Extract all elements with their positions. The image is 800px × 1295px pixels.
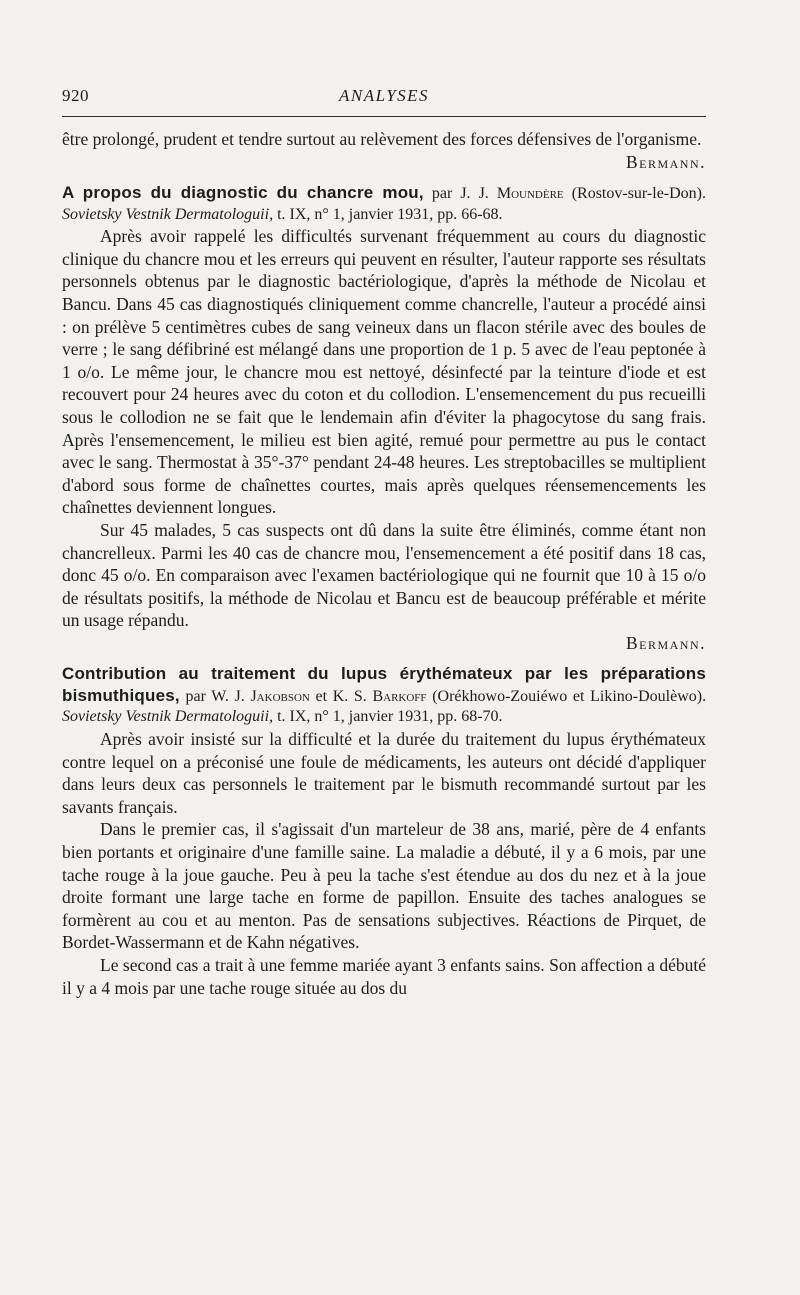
page-header [62,86,706,114]
article2-paragraph-2: Dans le premier cas, il s'agissait d'un marteleur de 38 ans, marié, père de 4 enfants bien portants et originaire d'une famille saine. La maladie a débuté, il y a 6 mois, par une tache rouge à la joue gauche. Peu à peu la tache s'est étendue au dos du nez et à la joue droite formant une large tache en forme de papillon. Ensuite des taches analogues se formèrent au cou et au menton. Pas de sensations subjectives. Réactions de Pirquet, de Bordet-Wassermann et de Kahn négatives. [62,819,706,953]
article2-and: et K. S. [315,687,367,705]
article1-paragraph-2: Sur 45 malades, 5 cas suspects ont dû dans la suite être éliminés, comme étant non chancrelleux. Parmi les 40 cas de chancre mou, l'ensemencement a été positif dans 18 cas, donc 45 o/o. En comparaison avec l'examen bactériologique qui ne fournit que 10 à 15 o/o de résultats positifs, la méthode de Nicolau et Bancu est de beaucoup préférable et mérite un usage répandu. [62,519,706,631]
article2-author-1: Jakobson [250,687,310,705]
article1-signature: Bermann. [625,632,706,653]
intro-signature: Bermann. [625,151,706,172]
article2-title: Contribution au traitement du lupus érythémateux par les préparations bismuthiques, [62,664,706,705]
article1-journal: Sovietsky Vestnik Dermatologuii, [62,205,274,223]
article2-paragraph-3: Le second cas a trait à une femme mariée ayant 3 enfants sains. Son affection a débuté il y a 4 mois par une tache rouge située au dos du [62,954,706,998]
page-content [62,128,706,999]
article2-author-2: Barkoff [372,687,427,705]
article1-paragraph-1: Après avoir rappelé les difficultés survenant fréquemment au cours du diagnostic clinique du chancre mou et les erreurs qui peuvent en résulter, l'auteur rapporte ses résultats personnels obtenus par le diagnostic bactériologique, d'après la méthode de Nicolau et Bancu. Dans 45 cas diagnostiqués cliniquement comme chancrelle, l'auteur a procédé ainsi : on prélève 5 centimètres cubes de sang veineux dans un flacon stérile avec des boules de verre ; le sang défibriné est mélangé dans une proportion de 1 p. 5 avec de l'eau peptonée à 1 o/o. Le même jour, le chancre mou est nettoyé, désinfecté par la teinture d'iode et est recouvert pour 24 heures avec du coton et du collodion. L'ensemencement du pus recueilli sous le collodion ne se fait que le lendemain afin d'éviter la phagocytose du sang frais. Après l'ensemencement, le milieu est bien agité, remué pour permettre au pus le contact avec le sang. Thermostat à 35°-37° pendant 24-48 heures. Les streptobacilles se multiplient d'abord sous forme de chaînettes courtes, mais après quelques réensemencements les chaînettes deviennent longues. [62,226,706,518]
article2-paragraph-1: Après avoir insisté sur la difficulté et la durée du traitement du lupus érythémateux contre lequel on a préconisé une foule de médicaments, les auteurs ont décidé d'appliquer dans leurs deux cas personnels le traitement par le bismuth recommandé surtout par les savants français. [62,728,706,817]
article1-by: par J. J. [431,185,489,203]
article2-ref: t. IX, n° 1, janvier 1931, pp. 68-70. [277,708,503,726]
article1-author: Moundère [496,185,564,203]
article2-heading [62,664,706,728]
article1-heading [62,183,706,225]
page-number: 920 [62,86,89,105]
article1-title: A propos du diagnostic du chancre mou, [62,183,424,203]
article2-affiliation: (Orékhowo-Zouiéwo et Likino-Doulèwo). [432,687,707,705]
article1-affiliation: (Rostov-sur-le-Don). [571,185,707,203]
intro-paragraph [62,128,706,172]
intro-text: être prolongé, prudent et tendre surtout au relèvement des forces défensives de l'organisme. [62,129,702,149]
header-rule [62,116,706,117]
article2-by: par W. J. [185,687,245,705]
running-title: ANALYSES [338,86,430,105]
article1-ref: t. IX, n° 1, janvier 1931, pp. 66-68. [277,205,503,223]
article2-journal: Sovietsky Vestnik Dermatologuii, [62,708,274,726]
